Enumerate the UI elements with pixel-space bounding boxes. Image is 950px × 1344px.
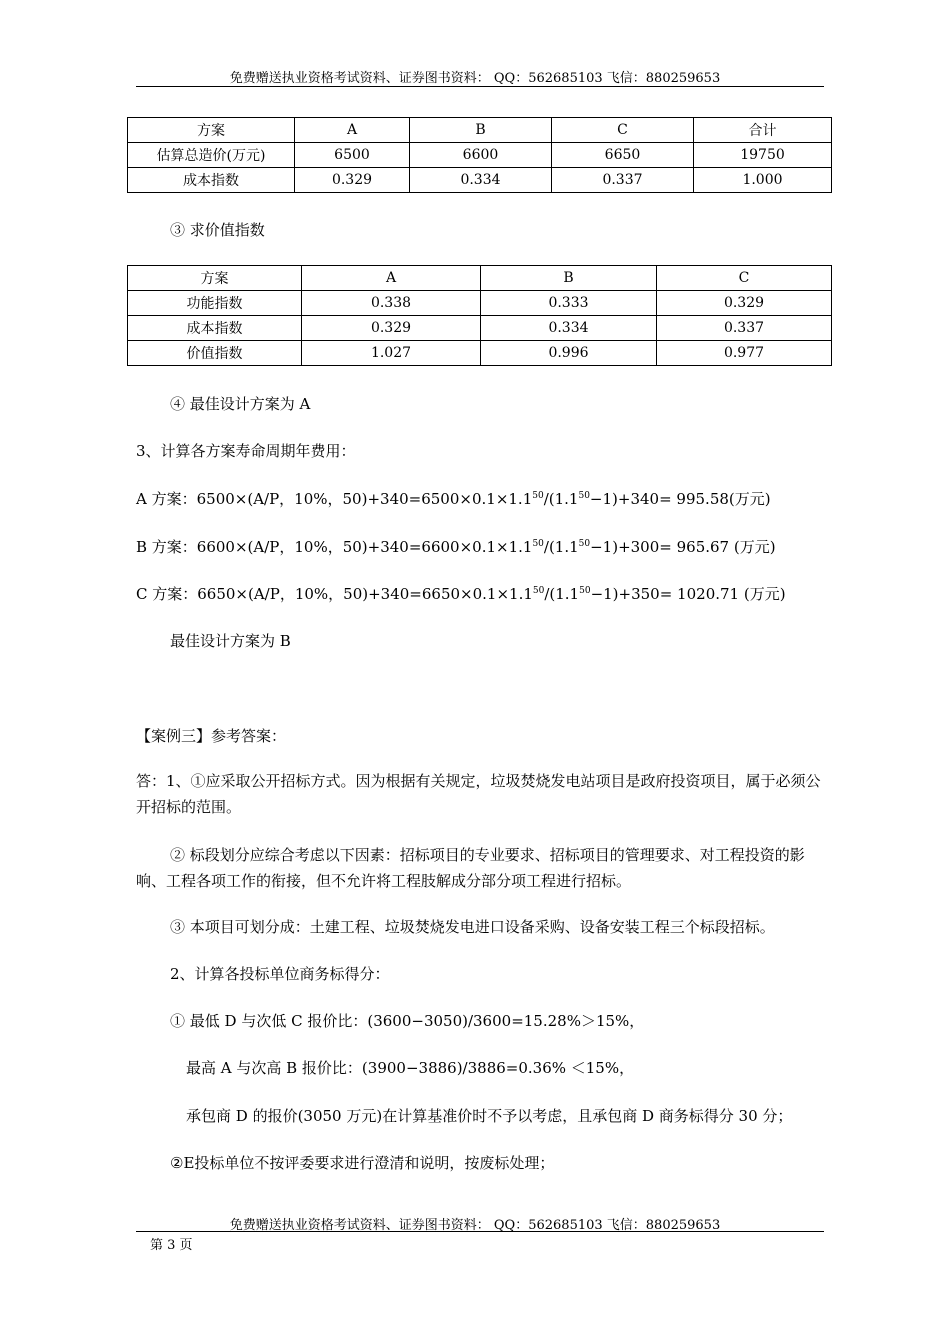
- calc-text: −1)+340= 995.58(万元): [589, 490, 771, 508]
- page-number: 第 3 页: [150, 1238, 193, 1253]
- answer-paragraph-2: ② 标段划分应综合考虑以下因素：招标项目的专业要求、招标项目的管理要求、对工程投资的影响、工程各项工作的衔接，但不允许将工程肢解成分部分项工程进行招标。: [136, 846, 805, 890]
- calc-exponent: 50: [579, 586, 591, 596]
- table-cell: 价值指数: [128, 341, 302, 366]
- calc-exponent: 50: [578, 491, 590, 501]
- table-cell: 6650: [552, 143, 694, 168]
- answer-paragraph-5: ① 最低 D 与次低 C 报价比：(3600−3050)/3600=15.28%＞15%，: [170, 1012, 645, 1030]
- calc-text: C 方案：6650×(A/P，10%，50)+340=6650×0.1×1.1: [136, 585, 533, 603]
- section3-title: 3、计算各方案寿命周期年费用：: [136, 442, 356, 460]
- table-cell: 0.334: [481, 316, 657, 341]
- table-header-cell: C: [657, 266, 832, 291]
- table-row: [128, 266, 832, 291]
- table-cell: 0.329: [302, 316, 481, 341]
- header-rule: [136, 86, 824, 87]
- table-row: [128, 168, 832, 193]
- calc-text: −1)+350= 1020.71 (万元): [590, 585, 786, 603]
- table-cell: 1.027: [302, 341, 481, 366]
- calc-text: −1)+300= 965.67 (万元): [590, 538, 776, 556]
- table-header-cell: 方案: [128, 118, 295, 143]
- table-row: [128, 291, 832, 316]
- table-header-cell: 合计: [694, 118, 832, 143]
- table-cell: 成本指数: [128, 316, 302, 341]
- case3-title: 【案例三】参考答案：: [136, 727, 287, 745]
- calc-text: /(1.1: [544, 585, 580, 603]
- table-header-cell: A: [295, 118, 410, 143]
- calc-exponent: 50: [532, 491, 544, 501]
- table-cell: 6600: [410, 143, 552, 168]
- footer-rule: [136, 1231, 824, 1232]
- answer-paragraph-8: ②E投标单位不按评委要求进行澄清和说明，按废标处理；: [170, 1154, 555, 1172]
- table-header-cell: B: [410, 118, 552, 143]
- calc-exponent: 50: [578, 539, 591, 549]
- calc-line-a: [136, 488, 771, 509]
- calc-line-c: [136, 583, 786, 604]
- table-cell: 0.337: [552, 168, 694, 193]
- answer-paragraph-1: 答：1、①应采取公开招标方式。因为根据有关规定，垃圾焚烧发电站项目是政府投资项目，属于必须公开招标的范围。: [136, 772, 821, 816]
- table-cell: 0.329: [295, 168, 410, 193]
- table-cell: 0.334: [410, 168, 552, 193]
- table-cell: 估算总造价(万元): [128, 143, 295, 168]
- step3-label: ③ 求价值指数: [170, 221, 265, 239]
- calc-exponent: 50: [532, 539, 544, 549]
- calc-exponent: 50: [532, 586, 545, 596]
- table-row: [128, 316, 832, 341]
- table-cell: 0.329: [657, 291, 832, 316]
- table-row: [128, 143, 832, 168]
- table-cell: 成本指数: [128, 168, 295, 193]
- table-cell: 功能指数: [128, 291, 302, 316]
- table-cell: 0.337: [657, 316, 832, 341]
- cost-index-table: [127, 117, 832, 193]
- table-header-cell: 方案: [128, 266, 302, 291]
- page-footer: 免费赠送执业资格考试资料、证券图书资料： QQ：562685103 飞信：880259653: [229, 1218, 721, 1233]
- calc-text: /(1.1: [543, 490, 579, 508]
- calc-text: B 方案：6600×(A/P，10%，50)+340=6600×0.1×1.1: [136, 538, 533, 556]
- table-cell: 0.333: [481, 291, 657, 316]
- table-cell: 19750: [694, 143, 832, 168]
- table-cell: 6500: [295, 143, 410, 168]
- value-index-table: [127, 265, 832, 366]
- answer-paragraph-4: 2、计算各投标单位商务标得分：: [170, 965, 390, 983]
- page-header: 免费赠送执业资格考试资料、证券图书资料： QQ：562685103 飞信：880259653: [229, 71, 721, 86]
- calc-line-b: [136, 536, 776, 557]
- best-plan-b: 最佳设计方案为 B: [170, 632, 291, 650]
- table-row: [128, 118, 832, 143]
- table-cell: 0.996: [481, 341, 657, 366]
- answer-paragraph-6: 最高 A 与次高 B 报价比：(3900−3886)/3886=0.36% ＜15%，: [186, 1059, 635, 1077]
- table-row: [128, 341, 832, 366]
- calc-text: A 方案：6500×(A/P，10%，50)+340=6500×0.1×1.1: [136, 490, 533, 508]
- answer-paragraph-7: 承包商 D 的报价(3050 万元)在计算基准价时不予以考虑，且承包商 D 商务标得分 30 分；: [186, 1107, 793, 1125]
- table-header-cell: B: [481, 266, 657, 291]
- table-cell: 1.000: [694, 168, 832, 193]
- answer-paragraph-3: ③ 本项目可划分成：土建工程、垃圾焚烧发电进口设备采购、设备安装工程三个标段招标。: [170, 918, 775, 936]
- table-header-cell: A: [302, 266, 481, 291]
- table-cell: 0.338: [302, 291, 481, 316]
- calc-text: /(1.1: [543, 538, 579, 556]
- table-header-cell: C: [552, 118, 694, 143]
- table-cell: 0.977: [657, 341, 832, 366]
- step4-label: ④ 最佳设计方案为 A: [170, 395, 311, 413]
